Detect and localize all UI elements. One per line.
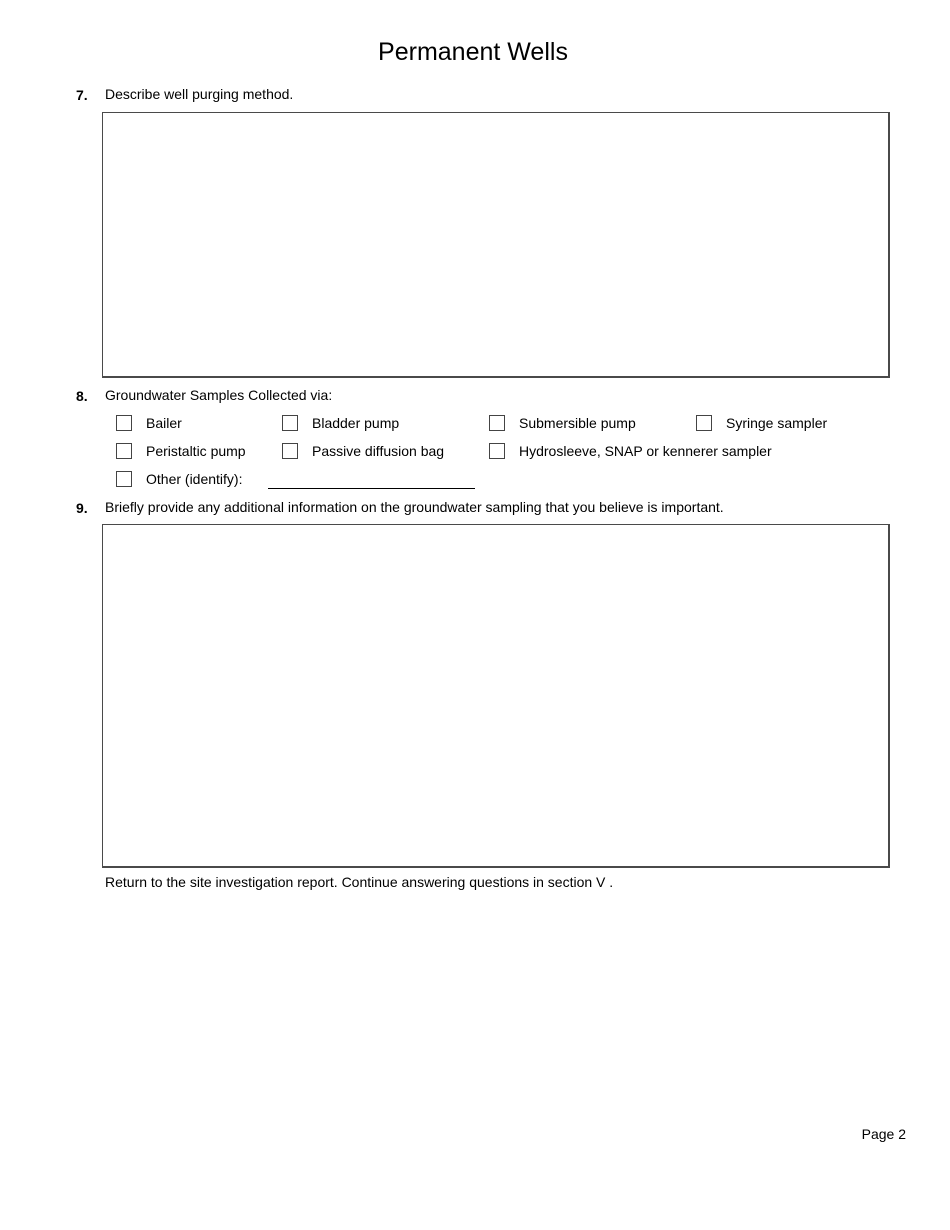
- checkbox-bladder-pump[interactable]: [282, 415, 298, 431]
- checkbox-syringe-sampler[interactable]: [696, 415, 712, 431]
- other-identify-input[interactable]: [268, 488, 475, 489]
- checkbox-hydrosleeve[interactable]: [489, 443, 505, 459]
- checkbox-other[interactable]: [116, 471, 132, 487]
- question-8-text: Groundwater Samples Collected via:: [105, 387, 333, 403]
- checkbox-bailer[interactable]: [116, 415, 132, 431]
- checkbox-label-passive-diffusion-bag: Passive diffusion bag: [312, 443, 445, 459]
- purging-method-textbox[interactable]: [102, 112, 890, 378]
- checkbox-label-bailer: Bailer: [146, 415, 182, 431]
- additional-info-textbox[interactable]: [102, 524, 890, 868]
- checkbox-label-submersible-pump: Submersible pump: [519, 415, 636, 431]
- checkbox-label-hydrosleeve: Hydrosleeve, SNAP or kennerer sampler: [519, 443, 772, 459]
- checkbox-passive-diffusion-bag[interactable]: [282, 443, 298, 459]
- checkbox-peristaltic-pump[interactable]: [116, 443, 132, 459]
- checkbox-label-bladder-pump: Bladder pump: [312, 415, 400, 431]
- return-instruction: Return to the site investigation report. Continue answering questions in section V .: [105, 874, 614, 890]
- checkbox-label-peristaltic-pump: Peristaltic pump: [146, 443, 246, 459]
- checkbox-submersible-pump[interactable]: [489, 415, 505, 431]
- question-8-number: 8.: [76, 388, 88, 404]
- question-7-number: 7.: [76, 87, 88, 103]
- page-number: Page 2: [861, 1126, 906, 1142]
- question-7-text: Describe well purging method.: [105, 86, 294, 102]
- question-9-text: Briefly provide any additional information on the groundwater sampling that you believe is important.: [105, 499, 724, 515]
- checkbox-label-other: Other (identify):: [146, 471, 243, 487]
- question-9-number: 9.: [76, 500, 88, 516]
- page-title: Permanent Wells: [378, 38, 568, 66]
- checkbox-label-syringe-sampler: Syringe sampler: [726, 415, 828, 431]
